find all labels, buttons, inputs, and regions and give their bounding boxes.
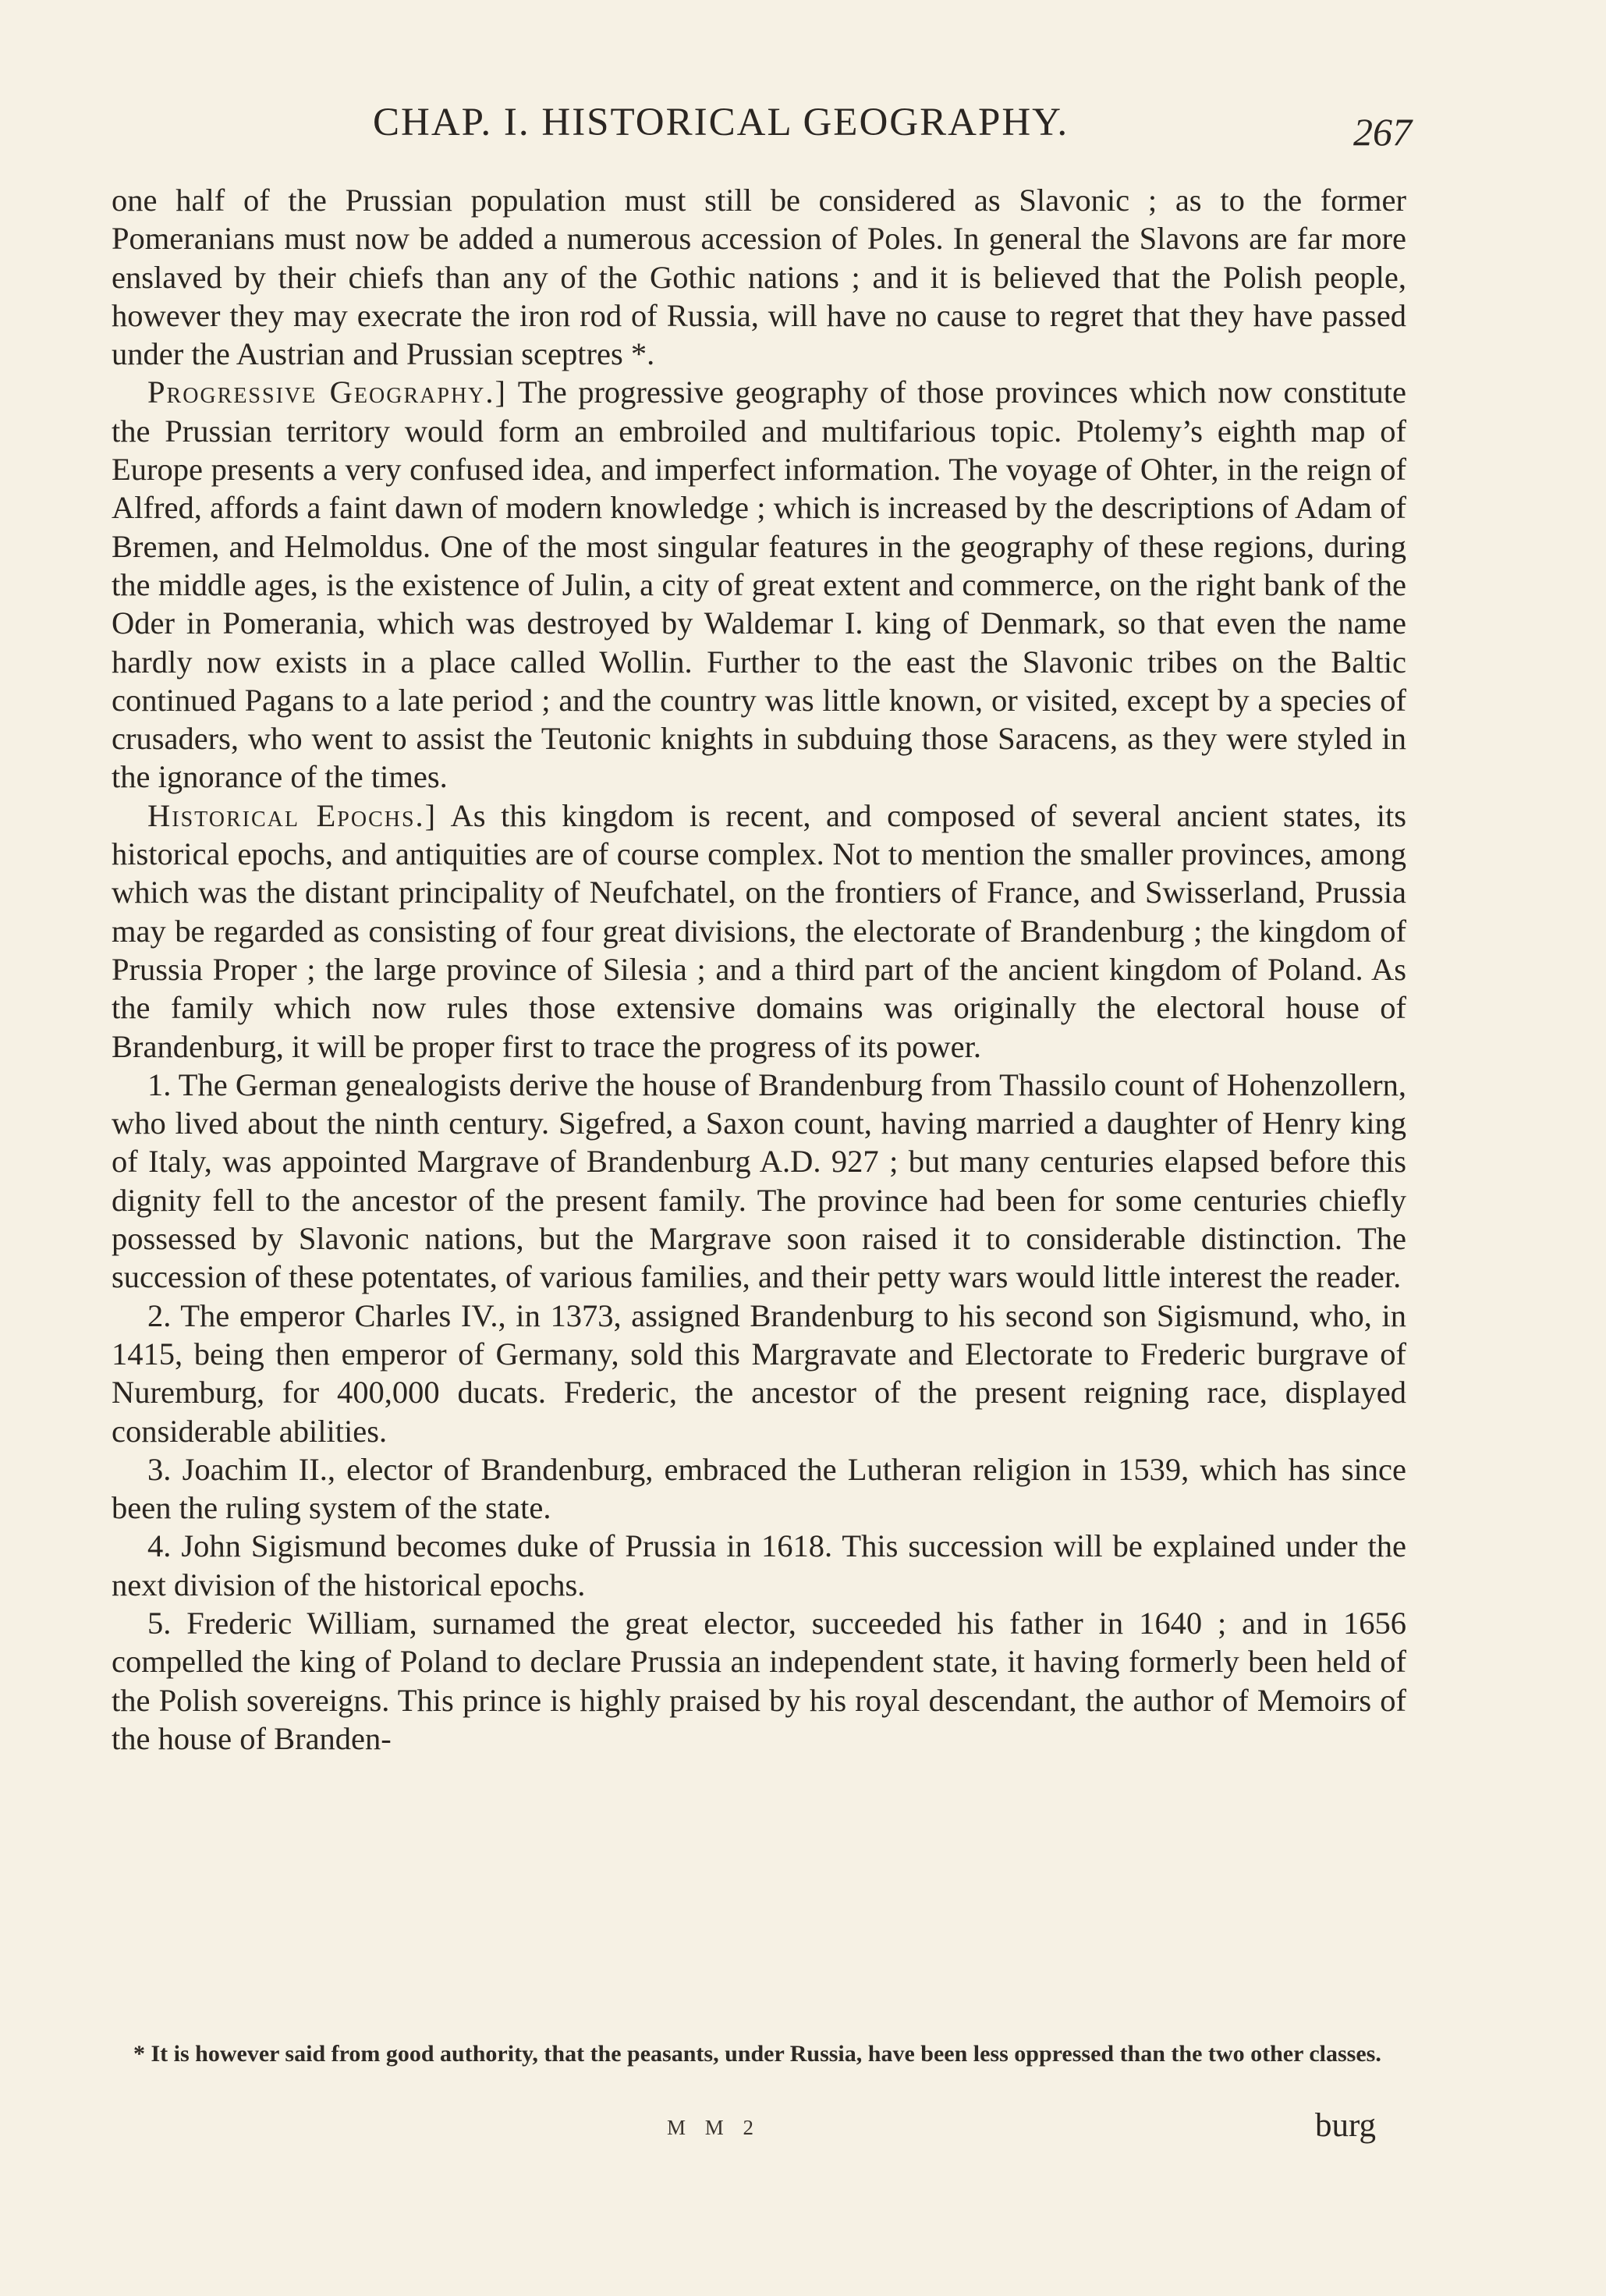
body-text [112, 181, 1406, 1758]
section-heading-progressive-geography: Progressive Geography.] [147, 374, 508, 410]
paragraph-1: one half of the Prussian population must still be considered as Slavonic ; as to the former Pomeranians must now be added a numerous accession of Poles. In general the Slavons are far more enslaved by their chiefs than any of the Gothic nations ; and it is believed that the Polish people, however they may execrate the iron rod of Russia, will have no cause to regret that they have passed under the Austrian and Prussian sceptres *. [112, 183, 1406, 372]
paragraph-3 [112, 797, 1406, 1066]
signature-mark: M M 2 [667, 2116, 761, 2139]
paragraph-3-text: As this kingdom is recent, and composed of several ancient states, its historical epochs, and antiquities are of course complex. Not to mention the smaller provinces, among which was the distant principality of Neufchatel, on the frontiers of France, and Swisserland, Prussia may be regarded as consisting of four great divisions, the electorate of Brandenburg ; the kingdom of Prussia Proper ; the large province of Silesia ; and a third part of the ancient kingdom of Poland. As the family which now rules those extensive domains was originally the electoral house of Brandenburg, it will be proper first to trace the progress of its power. [112, 797, 1406, 1064]
page-number: 267 [1353, 110, 1412, 154]
paragraph-6: 3. Joachim II., elector of Brandenburg, embraced the Lutheran religion in 1539, which has since been the ruling system of the state. [112, 1451, 1406, 1526]
catchword: burg [1315, 2107, 1377, 2144]
section-heading-historical-epochs: Historical Epochs.] [147, 797, 438, 833]
paragraph-2 [112, 373, 1406, 796]
paragraph-2-text: The progressive geography of those provinces which now constitute the Prussian territory would form an embroiled and multifarious topic. Ptolemy’s eighth map of Europe presents a very confused idea, and imperfect information. The voyage of Ohter, in the reign of Alfred, affords a faint dawn of modern knowledge ; which is increased by the descriptions of Adam of Bremen, and Helmoldus. One of the most singular features in the geography of these regions, during the middle ages, is the existence of Julin, a city of great extent and commerce, on the right bank of the Oder in Pomerania, which was destroyed by Waldemar I. king of Denmark, so that even the name hardly now exists in a place called Wollin. Further to the east the Slavonic tribes on the Baltic continued Pagans to a late period ; and the country was little known, or visited, except by a species of crusaders, who went to assist the Teutonic knights in subduing those Saracens, as they were styled in the ignorance of the times. [112, 374, 1407, 795]
running-head: CHAP. I. HISTORICAL GEOGRAPHY. [373, 101, 1069, 144]
paragraph-4: 1. The German genealogists derive the house of Brandenburg from Thassilo count of Hohenzollern, who lived about the ninth century. Sigefred, a Saxon count, having married a daughter of Henry king of Italy, was appointed Margrave of Brandenburg A.D. 927 ; but many centuries elapsed before this dignity fell to the ancestor of the present family. The province had been for some centuries chiefly possessed by Slavonic nations, but the Margrave soon raised it to considerable distinction. The succession of these potentates, of various families, and their petty wars would little interest the reader. [112, 1066, 1406, 1295]
paragraph-7: 4. John Sigismund becomes duke of Prussia in 1618. This succession will be explained under the next division of the historical epochs. [112, 1528, 1406, 1602]
paragraph-5: 2. The emperor Charles IV., in 1373, assigned Brandenburg to his second son Sigismund, who, in 1415, being then emperor of Germany, sold this Margravate and Electorate to Frederic burgrave of Nuremburg, for 400,000 ducats. Frederic, the ancestor of the present reigning race, displayed considerable abilities. [112, 1297, 1406, 1449]
footnote: * It is however said from good authority, that the peasants, under Russia, have been less oppressed than the two other classes. [133, 2041, 1381, 2067]
paragraph-8: 5. Frederic William, surnamed the great elector, succeeded his father in 1640 ; and in 1656 compelled the king of Poland to declare Prussia an independent state, it having formerly been held of the Polish sovereigns. This prince is highly praised by his royal descendant, the author of Memoirs of the house of Branden- [112, 1605, 1406, 1756]
